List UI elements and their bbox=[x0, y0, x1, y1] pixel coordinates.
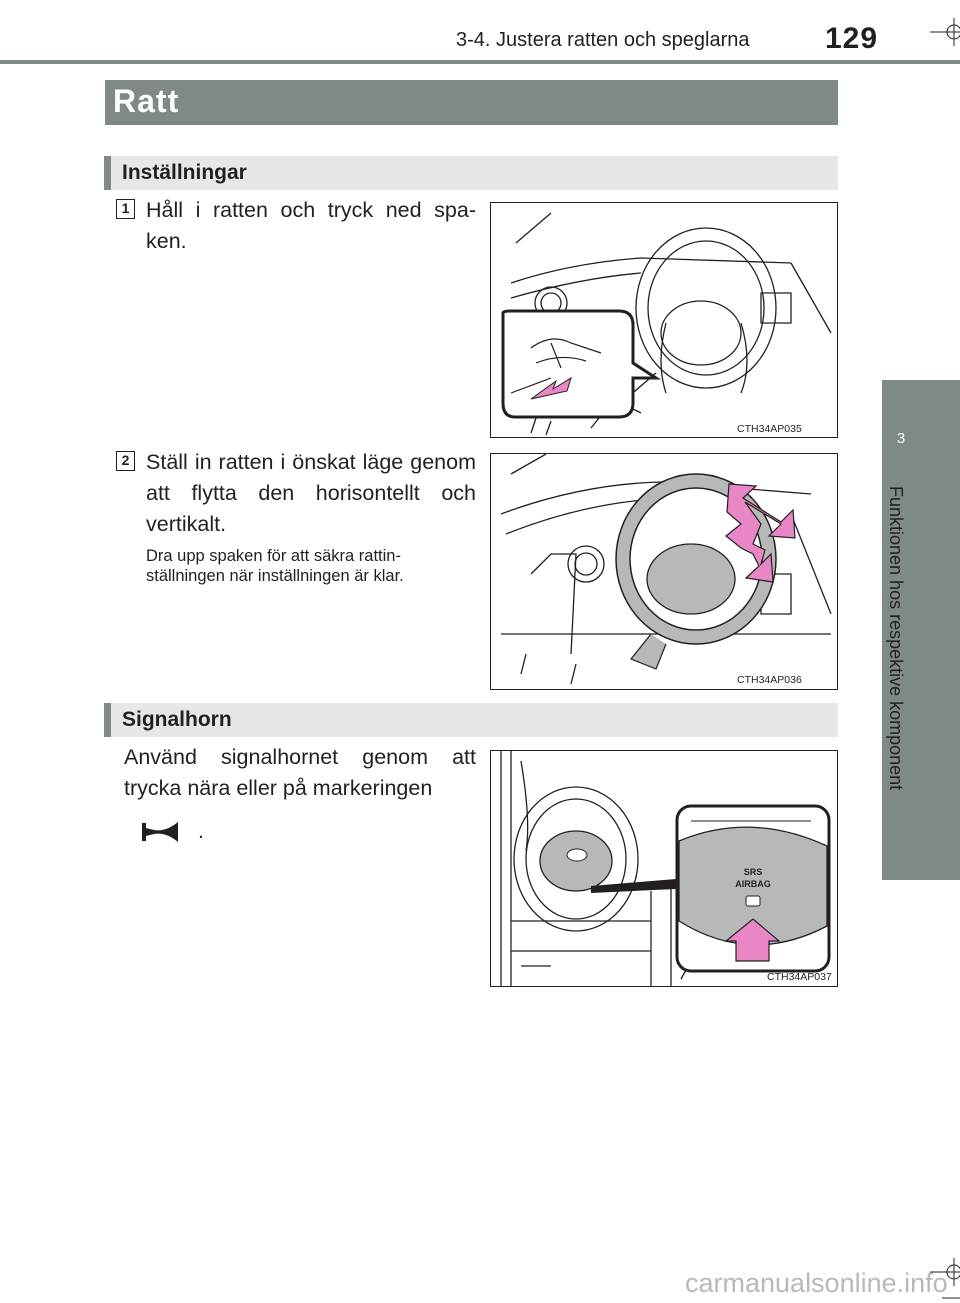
step-number-1: 1 bbox=[116, 199, 135, 219]
header-title: 3-4. Justera ratten och speglarna bbox=[456, 29, 750, 51]
step-2-note: Dra upp spaken för att säkra rattin-ställningen när inställningen är klar. bbox=[146, 547, 404, 585]
figure-code-2: CTH34AP036 bbox=[737, 674, 802, 686]
section-bar bbox=[105, 80, 838, 125]
horn-heading: Signalhorn bbox=[122, 708, 232, 731]
chapter-number: 3 bbox=[896, 430, 906, 447]
settings-heading: Inställningar bbox=[122, 161, 247, 184]
section-title: Ratt bbox=[113, 83, 180, 119]
header-rule bbox=[0, 60, 960, 64]
figure-steering-adjust bbox=[490, 453, 838, 690]
airbag-label-text: AIRBAG bbox=[735, 879, 771, 889]
airbag-srs-text: SRS bbox=[743, 867, 763, 877]
horn-text: Använd signalhornet genom att trycka nära eller på markeringen bbox=[124, 745, 476, 800]
figure-code-3: CTH34AP037 bbox=[767, 971, 832, 983]
step-1-text: Håll i ratten och tryck ned spa-ken. bbox=[146, 198, 476, 253]
figure-steering-lever bbox=[490, 202, 838, 438]
step-2-text: Ställ in ratten i önskat läge genom att flytta den horisontellt och vertikalt. bbox=[146, 450, 476, 536]
step-number-2: 2 bbox=[116, 451, 135, 471]
figure-horn bbox=[490, 750, 838, 987]
figure-code-1: CTH34AP035 bbox=[737, 423, 802, 435]
chapter-label: Funktionen hos respektive komponent bbox=[886, 486, 906, 791]
chapter-label-wrap bbox=[866, 486, 926, 846]
watermark: carmanualsonline.info bbox=[685, 1268, 948, 1298]
crop-mark-top-right bbox=[930, 0, 960, 50]
horn-icon bbox=[140, 820, 182, 844]
page-number: 129 bbox=[825, 22, 879, 55]
horn-text-end: . bbox=[198, 820, 204, 843]
